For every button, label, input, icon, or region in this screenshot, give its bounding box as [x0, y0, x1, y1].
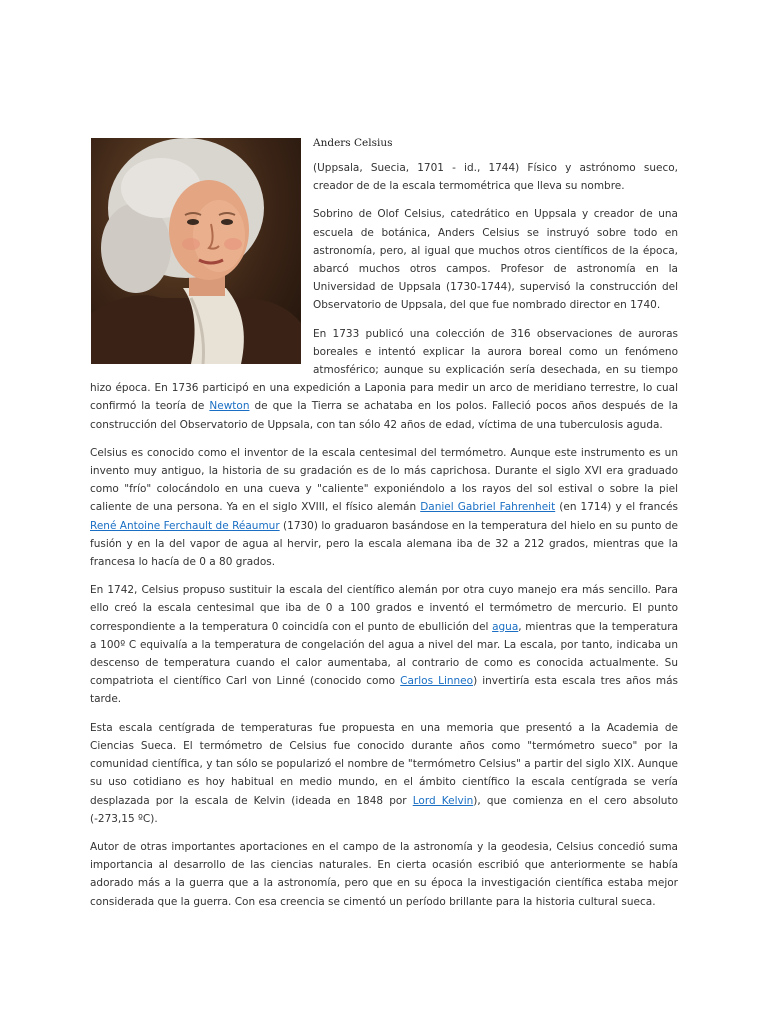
paragraph-text: (1730) lo graduaron basándose en la temperatura del hielo en su punto de fusión y en la del vapor de agua al hervir, pero la escala alemana iba de 32 a 212 grados, mientras que la francesa lo hacía de 0 a 80 grados. — [90, 519, 678, 569]
paragraph-text: ), que comienza en el cero absoluto (-273,15 ºC). — [90, 794, 678, 825]
portrait-image — [91, 138, 301, 364]
link-kelvin[interactable]: Lord Kelvin — [412, 794, 474, 807]
portrait-drawing — [91, 138, 301, 364]
paragraph-centigrade — [90, 719, 678, 828]
paragraph-text: (en 1714) y el francés — [555, 501, 678, 514]
link-agua[interactable]: agua — [492, 620, 519, 633]
paragraph-text: Esta escala centígrada de temperaturas fue propuesta en una memoria que presentó a la Academia de Ciencias Sueca. El termómetro de Celsius fue conocido durante años como "termómetro sueco" por la comunidad científica, y tan sólo se popularizó el nombre de "termómetro Celsius" a partir del siglo XIX. Aunque su uso cotidiano es hoy habitual en medio mundo, en el ámbito científico la escala centígrada se vería desplazada por la escala de Kelvin (ideada en 1848 por — [90, 721, 678, 807]
link-newton[interactable]: Newton — [209, 400, 250, 413]
paragraph-text: ) invertiría esta escala tres años más tarde. — [90, 675, 678, 706]
paragraph-text: Celsius es conocido como el inventor de la escala centesimal del termómetro. Aunque este instrumento es un invento muy antiguo, la historia de su gradación es de lo más caprichosa. Durante el siglo XVI era graduado como "frío" colocándolo en una cueva y "caliente" exponiéndolo a los rayos del sol estival o sobre la piel caliente de una persona. Ya en el siglo XVIII, el físico alemán — [90, 446, 678, 514]
link-linneo[interactable]: Carlos Linneo — [400, 675, 474, 688]
paragraph-text: de que la Tierra se achataba en los polos. Falleció pocos años después de la construcción del Observatorio de Uppsala, con tan sólo 42 años de edad, víctima de una tuberculosis aguda. — [90, 400, 678, 431]
paragraph-celsius-scale — [90, 581, 678, 708]
paragraph-text: En 1733 publicó una colección de 316 observaciones de auroras boreales e intentó explicar la aurora boreal como un fenómeno atmosférico; aunque su explicación sería desechada, en su tiempo hizo época. En 1736 participó en una expedición a Laponia para medir un arco de meridiano terrestre, lo cual confirmó la teoría de — [90, 327, 678, 413]
link-reaumur[interactable]: René Antoine Ferchault de Réaumur — [90, 519, 280, 532]
page-title: Anders Celsius — [313, 137, 393, 149]
paragraph-legacy: Autor de otras importantes aportaciones en el campo de la astronomía y la geodesia, Celsius concedió suma importancia al desarrollo de las ciencias naturales. En cierta ocasión escribió que anteriormente se había adorado más a la guerra que a la astronomía, pero que en su época la investigación científica estaba mejor considerada que la guerra. Con esa creencia se cimentó un período brillante para la historia cultural sueca. — [90, 840, 678, 908]
paragraph-thermometer-history — [90, 444, 678, 571]
article — [90, 130, 678, 921]
link-fahrenheit[interactable]: Daniel Gabriel Fahrenheit — [420, 501, 556, 514]
paragraph-text: , mientras que la temperatura a 100º C equivalía a la temperatura de congelación del agua a nivel del mar. La escala, por tanto, indicaba un descenso de temperatura cuando el calor aumentaba, al contrario de como es conocida actualmente. Su compatriota el científico Carl von Linné (conocido como — [90, 620, 679, 688]
paragraph-text: En 1742, Celsius propuso sustituir la escala del científico alemán por otra cuyo manejo era más sencillo. Para ello creó la escala centesimal que iba de 0 a 100 grados e inventó el termómetro de mercurio. El punto correspondiente a la temperatura 0 coincidía con el punto de ebullición del — [90, 584, 678, 633]
paragraph-intro: (Uppsala, Suecia, 1701 - id., 1744) Físico y astrónomo sueco, creador de de la escala termométrica que lleva su nombre. — [313, 162, 678, 193]
paragraph-biography: Sobrino de Olof Celsius, catedrático en Uppsala y creador de una escuela de botánica, Anders Celsius se instruyó sobre todo en astronomía, pero, al igual que muchos otros científicos de la época, abarcó muchos otros campos. Profesor de astronomía en la Universidad de Uppsala (1730-1744), supervisó la construcción del Observatorio de Uppsala, del que fue nombrado director en 1740. — [313, 208, 678, 312]
